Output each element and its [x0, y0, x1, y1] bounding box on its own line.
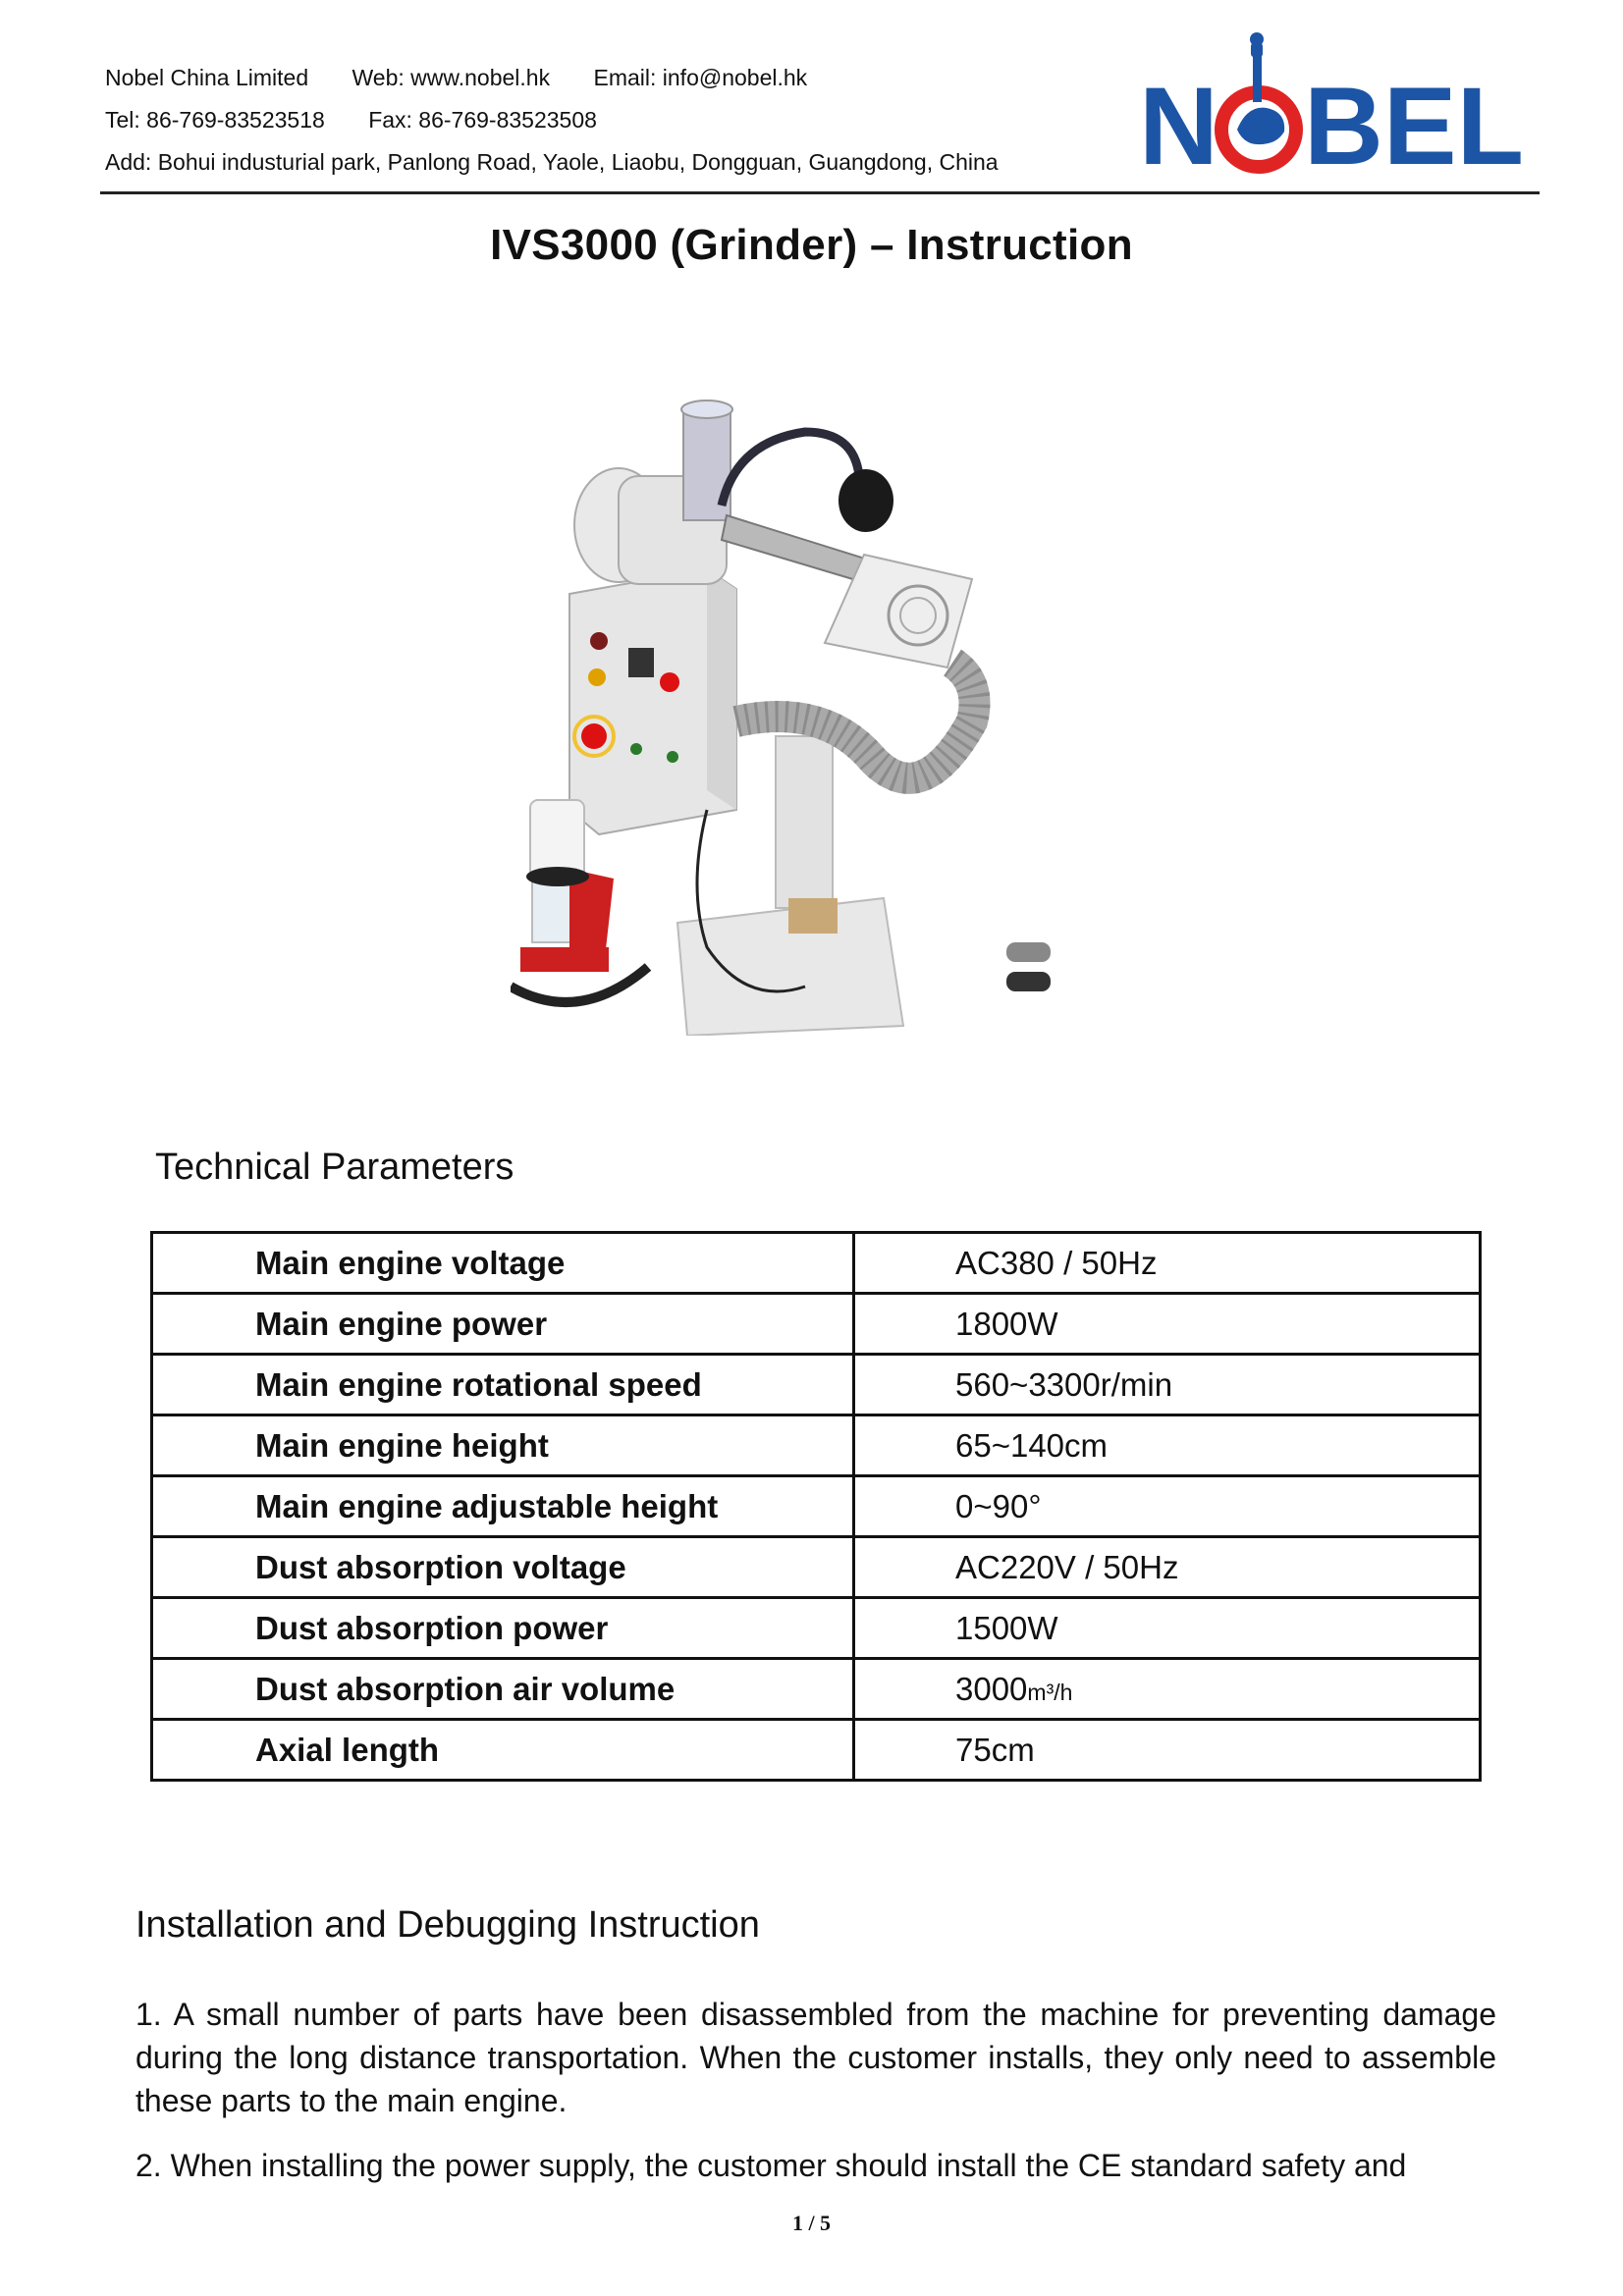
- grinder-machine-photo: [511, 398, 1139, 1036]
- param-value-unit: m³/h: [1027, 1679, 1073, 1705]
- technical-parameters-table: [150, 1231, 1482, 1782]
- page-number: 1 / 5: [791, 2211, 832, 2235]
- param-label: Main engine power: [152, 1294, 854, 1355]
- instruction-paragraph-2: 2. When installing the power supply, the customer should install the CE standard safety and: [135, 2148, 1407, 2183]
- param-label: Axial length: [152, 1720, 854, 1781]
- param-label: Main engine rotational speed: [152, 1355, 854, 1415]
- param-label: Dust absorption air volume: [152, 1659, 854, 1720]
- svg-text:N: N: [1139, 65, 1218, 187]
- table-row: [152, 1233, 1481, 1294]
- company-name: Nobel China Limited: [105, 65, 309, 90]
- param-value: 1500W: [854, 1598, 1481, 1659]
- technical-parameters-heading: Technical Parameters: [155, 1147, 514, 1188]
- param-value: AC380 / 50Hz: [854, 1233, 1481, 1294]
- param-label: Main engine voltage: [152, 1233, 854, 1294]
- param-label: Dust absorption power: [152, 1598, 854, 1659]
- table-row: [152, 1659, 1481, 1720]
- table-row: [152, 1537, 1481, 1598]
- param-label: Dust absorption voltage: [152, 1537, 854, 1598]
- fax: Fax: 86-769-83523508: [368, 107, 597, 133]
- instruction-paragraph-1: 1. A small number of parts have been disassembled from the machine for preventing damage during the long distance transportation. When the customer installs, they only need to assemble these parts to the main engine.: [135, 1997, 1496, 2118]
- param-value: AC220V / 50Hz: [854, 1537, 1481, 1598]
- param-label: Main engine height: [152, 1415, 854, 1476]
- param-label: Main engine adjustable height: [152, 1476, 854, 1537]
- param-value: 560~3300r/min: [854, 1355, 1481, 1415]
- svg-text:BEL: BEL: [1304, 65, 1524, 187]
- web-address: Web: www.nobel.hk: [352, 65, 551, 90]
- telephone: Tel: 86-769-83523518: [105, 107, 325, 133]
- installation-heading: Installation and Debugging Instruction: [135, 1904, 760, 1946]
- document-title: IVS3000 (Grinder) – Instruction: [490, 221, 1133, 269]
- param-value: [854, 1659, 1481, 1720]
- table-row: [152, 1294, 1481, 1355]
- table-row: [152, 1720, 1481, 1781]
- address: Add: Bohui industurial park, Panlong Road, Yaole, Liaobu, Dongguan, Guangdong, China: [105, 149, 999, 175]
- header-contact-info: [105, 57, 1036, 184]
- param-value: 0~90°: [854, 1476, 1481, 1537]
- param-value: 1800W: [854, 1294, 1481, 1355]
- email-address: Email: info@nobel.hk: [593, 65, 808, 90]
- table-row: [152, 1355, 1481, 1415]
- table-row: [152, 1476, 1481, 1537]
- header-divider: [100, 191, 1540, 194]
- param-value-number: 3000: [955, 1670, 1028, 1707]
- param-value: 65~140cm: [854, 1415, 1481, 1476]
- param-value: 75cm: [854, 1720, 1481, 1781]
- table-row: [152, 1598, 1481, 1659]
- table-row: [152, 1415, 1481, 1476]
- nobel-logo: [1139, 22, 1542, 188]
